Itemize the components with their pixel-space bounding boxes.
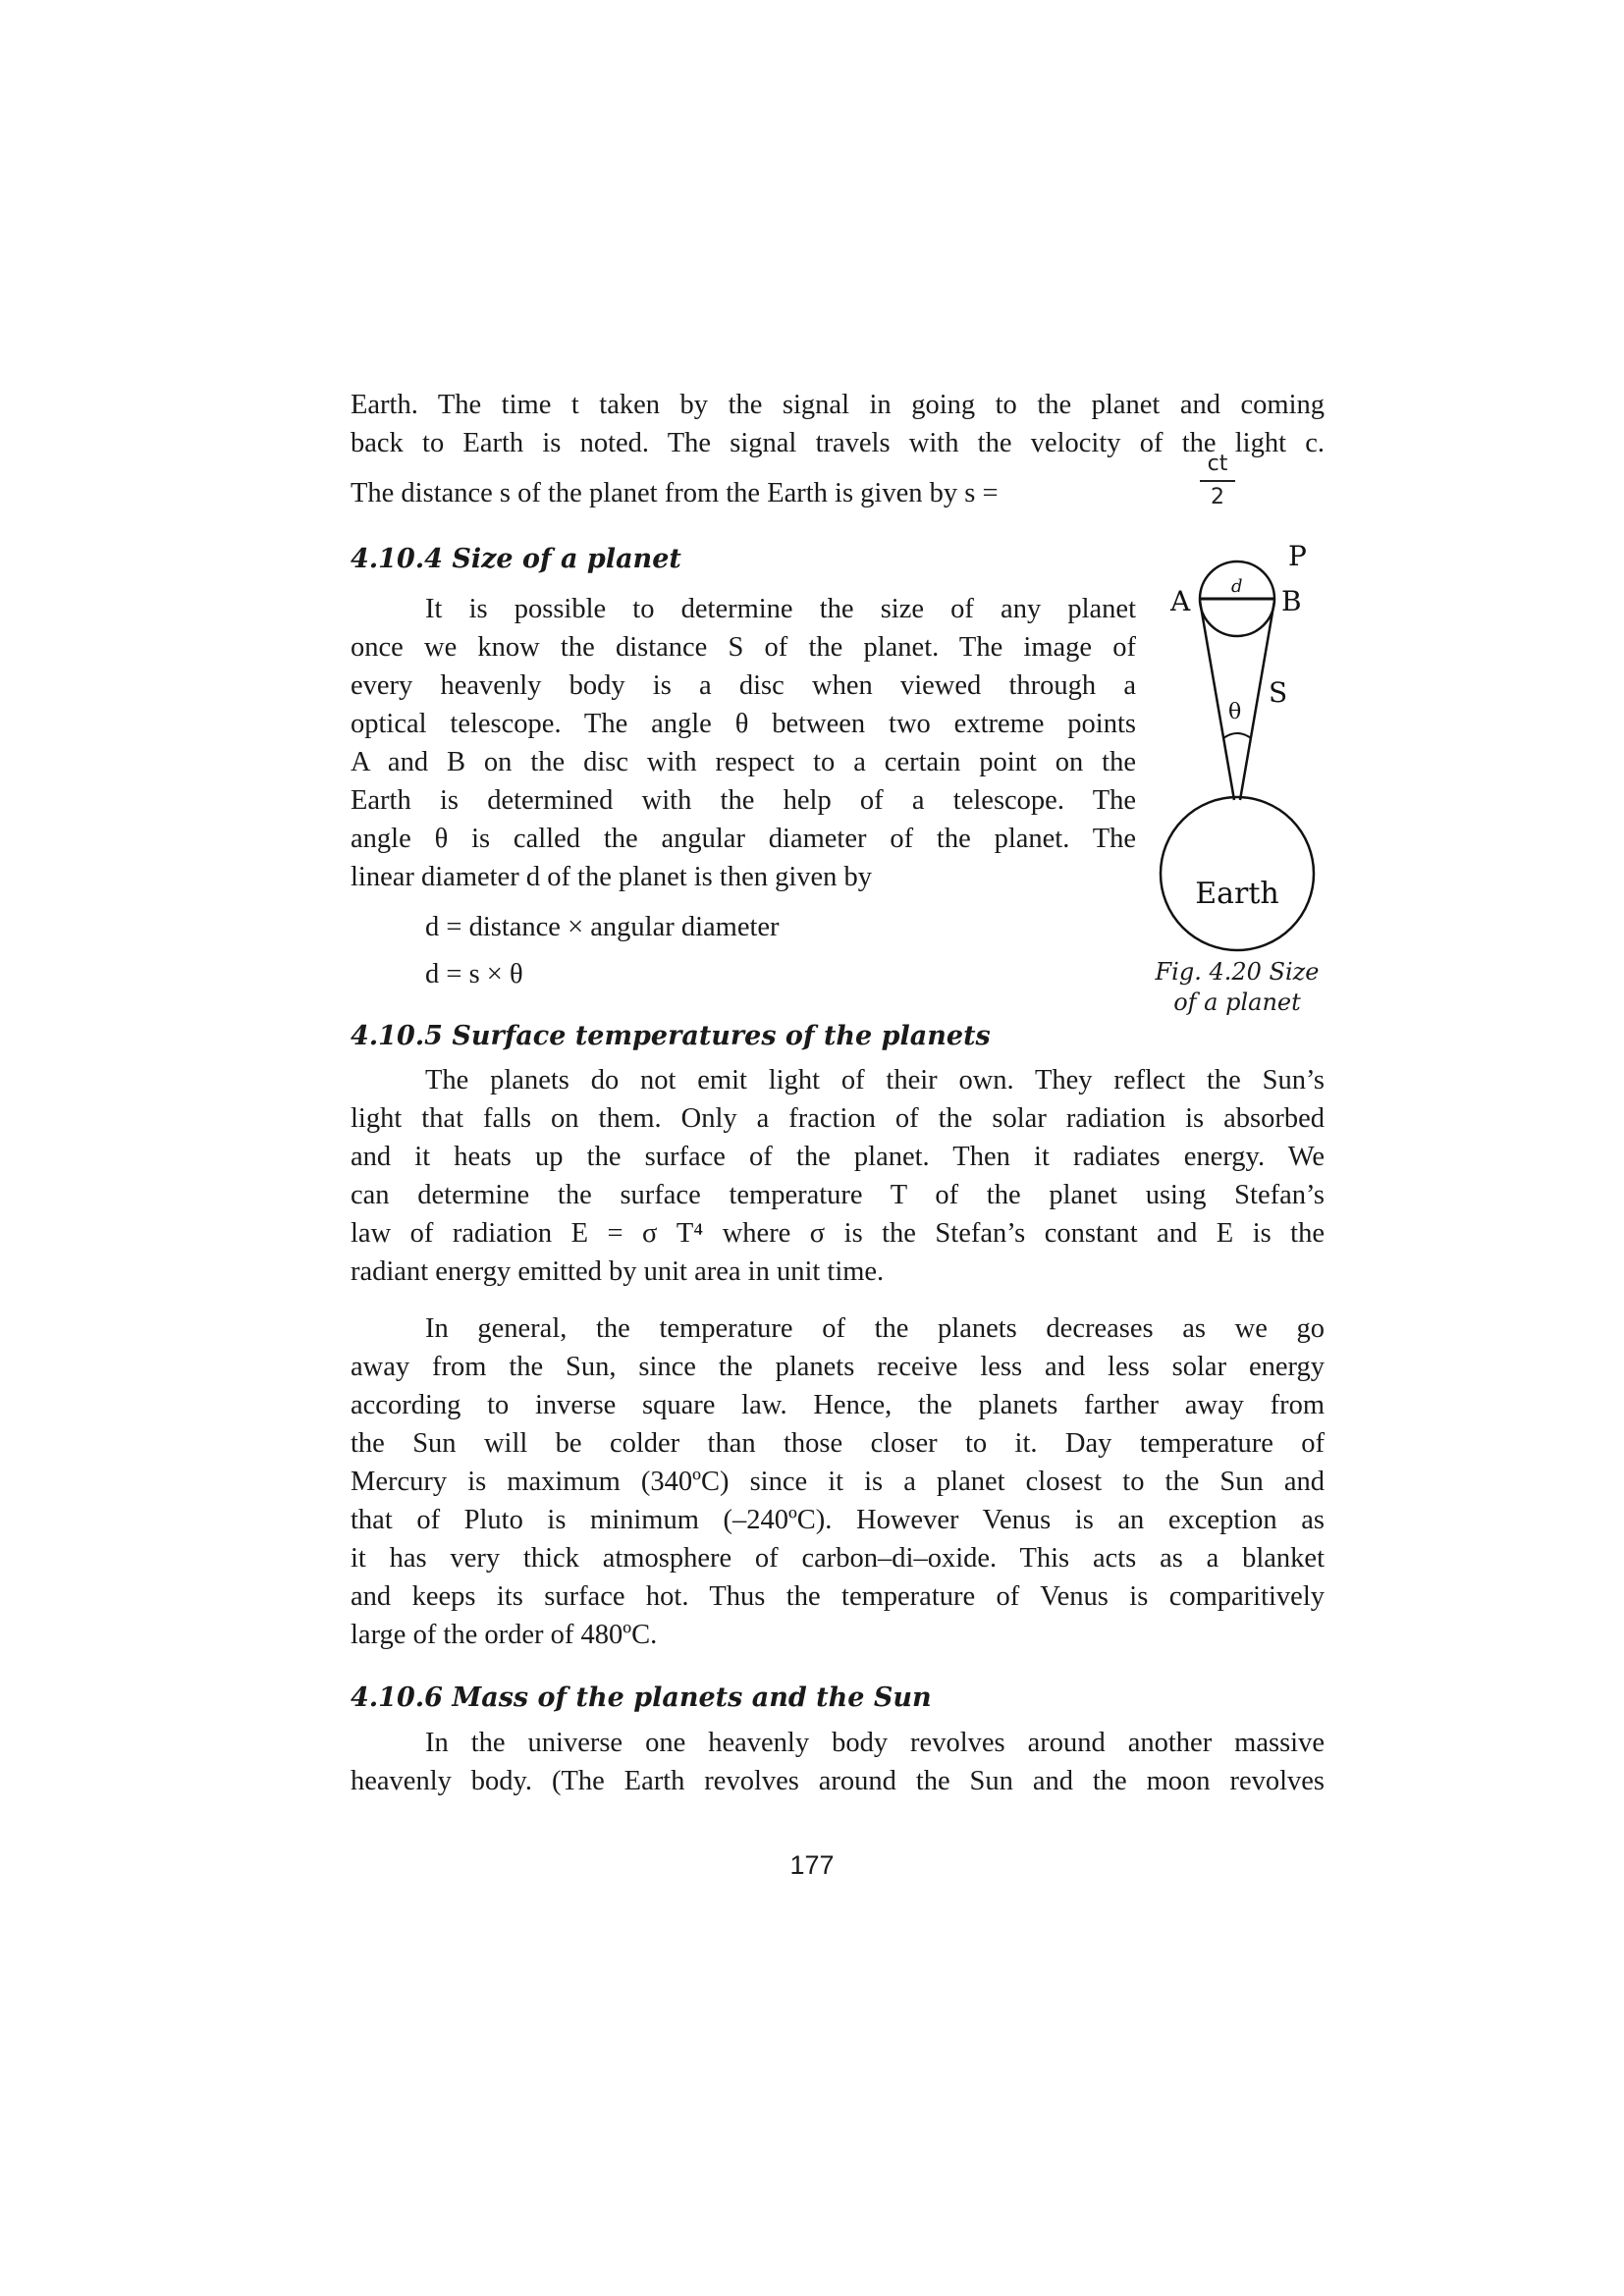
section-heading: 4.10.5 Surface temperatures of the planets — [351, 1021, 991, 1051]
caption-line: Fig. 4.20 Size — [1155, 958, 1320, 986]
body-line: The planets do not emit light of their own. They reflect the Sun’s — [425, 1065, 1325, 1095]
caption-line: of a planet — [1173, 988, 1301, 1016]
body-line: can determine the surface temperature T of the planet using Stefan’s — [351, 1180, 1325, 1210]
body-line: and keeps its surface hot. Thus the temperature of Venus is comparitively — [351, 1581, 1325, 1612]
section-heading: 4.10.4 Size of a planet — [351, 544, 681, 574]
body-line: Earth is determined with the help of a telescope. The — [351, 785, 1136, 816]
body-line: In the universe one heavenly body revolves around another massive — [425, 1728, 1325, 1758]
body-line: angle θ is called the angular diameter of the planet. The — [351, 824, 1136, 854]
body-line: that of Pluto is minimum (–240ºC). However Venus is an exception as — [351, 1505, 1325, 1535]
planet-size-diagram — [1129, 530, 1345, 952]
label-p: P — [1288, 540, 1307, 572]
fraction-denominator: 2 — [1211, 485, 1224, 509]
label-a: A — [1170, 585, 1191, 617]
body-line: A and B on the disc with respect to a certain point on the — [351, 747, 1136, 777]
body-line: optical telescope. The angle θ between two extreme points — [351, 709, 1136, 739]
body-line: radiant energy emitted by unit area in unit time. — [351, 1256, 885, 1287]
fraction-ct-over-2 — [1198, 452, 1237, 510]
body-line: heavenly body. (The Earth revolves around the Sun and the moon revolves — [351, 1766, 1325, 1796]
body-line: large of the order of 480ºC. — [351, 1620, 658, 1650]
body-line: every heavenly body is a disc when viewed through a — [351, 670, 1136, 701]
page-number: 177 — [789, 1850, 835, 1880]
body-line: law of radiation E = σ T⁴ where σ is the Stefan’s constant and E is the — [351, 1218, 1325, 1249]
body-line: linear diameter d of the planet is then given by — [351, 862, 873, 892]
body-line: In general, the temperature of the planets decreases as we go — [425, 1313, 1325, 1344]
body-line: the Sun will be colder than those closer to it. Day temperature of — [351, 1428, 1325, 1459]
label-b: B — [1281, 585, 1302, 617]
planet-size-figure-svg — [1129, 530, 1345, 952]
section-heading: 4.10.6 Mass of the planets and the Sun — [351, 1682, 932, 1713]
body-line: it has very thick atmosphere of carbon–di–oxide. This acts as a blanket — [351, 1543, 1325, 1574]
body-line: and it heats up the surface of the planet. Then it radiates energy. We — [351, 1142, 1325, 1172]
intro-line: back to Earth is noted. The signal travels with the velocity of the light c. — [351, 428, 1325, 458]
intro-line: Earth. The time t taken by the signal in going to the planet and coming — [351, 390, 1325, 420]
equation: d = s × θ — [425, 959, 523, 989]
fraction-bar — [1200, 480, 1235, 482]
body-line: according to inverse square law. Hence, the planets farther away from — [351, 1390, 1325, 1420]
body-line: Mercury is maximum (340ºC) since it is a planet closest to the Sun and — [351, 1467, 1325, 1497]
intro-line: The distance s of the planet from the Earth is given by s = — [351, 478, 999, 508]
label-s: S — [1269, 676, 1288, 709]
label-earth: Earth — [1195, 877, 1279, 911]
body-line: It is possible to determine the size of any planet — [425, 594, 1136, 624]
label-d: d — [1231, 576, 1243, 597]
equation: d = distance × angular diameter — [425, 912, 780, 942]
body-line: away from the Sun, since the planets receive less and less solar energy — [351, 1352, 1325, 1382]
body-line: light that falls on them. Only a fraction of the solar radiation is absorbed — [351, 1103, 1325, 1134]
figure-caption — [1129, 957, 1345, 1018]
fraction-numerator: ct — [1207, 452, 1228, 476]
body-line: once we know the distance S of the planet. The image of — [351, 632, 1136, 663]
label-theta: θ — [1228, 700, 1242, 724]
